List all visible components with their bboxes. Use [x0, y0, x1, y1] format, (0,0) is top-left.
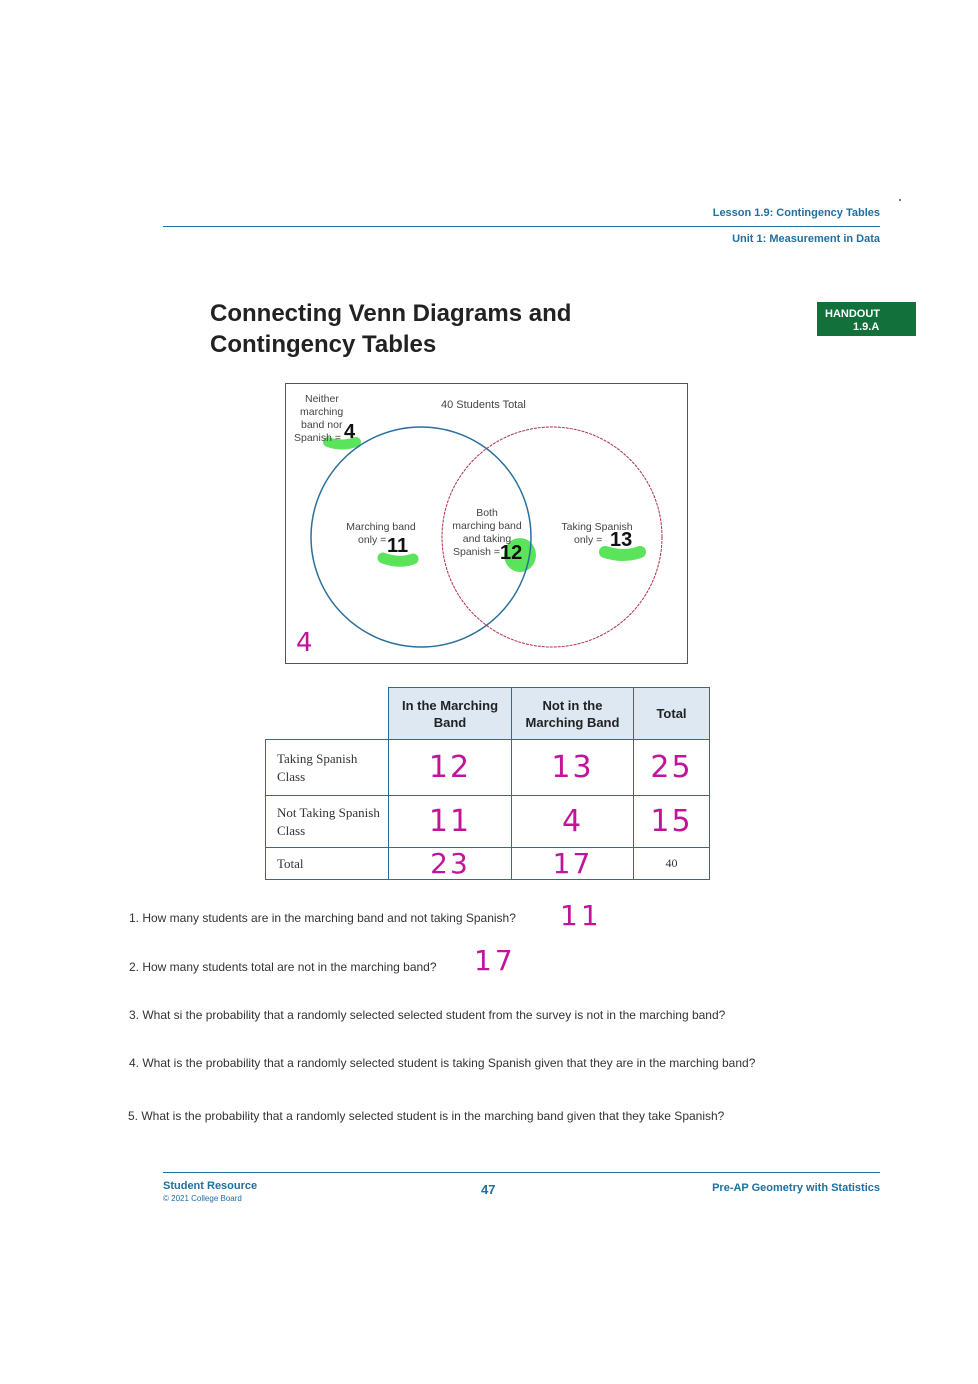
contingency-table	[265, 687, 710, 880]
header-not-in-band: Not in the Marching Band	[512, 688, 634, 740]
neither-line-3: band nor	[301, 419, 343, 431]
header-divider	[163, 226, 880, 227]
cell-notspanish-not-band: 4	[512, 796, 634, 848]
neither-line-2: marching	[300, 406, 344, 418]
venn-total-label: 40 Students Total	[441, 399, 526, 411]
row-label-not-spanish: Not Taking Spanish Class	[266, 796, 389, 848]
spanish-only-line-2: only =	[574, 534, 603, 546]
cell-spanish-not-band: 13	[512, 740, 634, 796]
footer-copyright: © 2021 College Board	[163, 1194, 242, 1203]
cell-spanish-in-band: 12	[389, 740, 512, 796]
table-row	[266, 796, 710, 848]
footer-course: Pre-AP Geometry with Statistics	[712, 1182, 880, 1194]
table-row	[266, 740, 710, 796]
unit-label: Unit 1: Measurement in Data	[732, 233, 880, 245]
cell-total-in-band: 23	[389, 848, 512, 880]
cell-notspanish-total: 15	[634, 796, 710, 848]
question-1: 1. How many students are in the marching band and not taking Spanish?	[129, 911, 516, 925]
handout-badge	[817, 302, 916, 336]
answer-2: 17	[474, 944, 516, 977]
venn-diagram	[285, 383, 688, 664]
both-value: 12	[500, 542, 523, 564]
title-line-1: Connecting Venn Diagrams and	[210, 300, 572, 327]
row-label-total: Total	[266, 848, 389, 880]
highlight-spanish-only	[605, 552, 640, 555]
row-label-taking-spanish: Taking Spanish Class	[266, 740, 389, 796]
cell-spanish-total: 25	[634, 740, 710, 796]
footer-student-resource: Student Resource	[163, 1180, 258, 1192]
table-header-row	[266, 688, 710, 740]
header-total: Total	[634, 688, 710, 740]
title-line-2: Contingency Tables	[210, 331, 437, 358]
question-5: 5. What is the probability that a randomly selected student is in the marching band given that they take Spanish?	[128, 1109, 725, 1123]
venn-band-only-label	[336, 521, 426, 547]
answer-1: 11	[560, 899, 602, 932]
both-line-3: and taking	[462, 533, 512, 545]
page-title	[210, 298, 571, 360]
neither-value: 4	[344, 421, 356, 443]
spanish-only-value: 13	[610, 529, 633, 551]
header-in-band: In the Marching Band	[389, 688, 512, 740]
neither-line-1: Neither	[305, 393, 339, 405]
band-only-line-1: Marching band	[346, 521, 416, 533]
both-line-4: Spanish =	[453, 546, 500, 558]
lesson-label: Lesson 1.9: Contingency Tables	[712, 207, 880, 219]
band-only-value: 11	[387, 535, 409, 557]
table-row	[266, 848, 710, 880]
cell-total-not-band: 17	[512, 848, 634, 880]
highlight-band-only	[383, 558, 413, 561]
table-corner-cell	[266, 688, 389, 740]
question-3: 3. What si the probability that a randomly selected selected student from the survey is not in the marching band?	[129, 1008, 726, 1022]
question-2: 2. How many students total are not in the marching band?	[129, 960, 437, 974]
question-4: 4. What is the probability that a randomly selected student is taking Spanish given that they are in the marching band?	[129, 1056, 756, 1070]
dot-mark	[899, 199, 901, 201]
badge-line-2: 1.9.A	[853, 321, 880, 333]
cell-grand-total: 40	[634, 848, 710, 880]
badge-line-1: HANDOUT	[825, 308, 880, 320]
band-only-line-2: only =	[358, 534, 387, 546]
both-line-1: Both	[476, 507, 498, 519]
corner-handwritten-note: 4	[296, 628, 313, 658]
cell-notspanish-in-band: 11	[389, 796, 512, 848]
both-line-2: marching band	[452, 520, 522, 532]
neither-line-4: Spanish =	[294, 432, 341, 444]
page-number: 47	[481, 1182, 496, 1197]
footer-divider	[163, 1172, 880, 1173]
spanish-only-line-1: Taking Spanish	[561, 521, 633, 533]
